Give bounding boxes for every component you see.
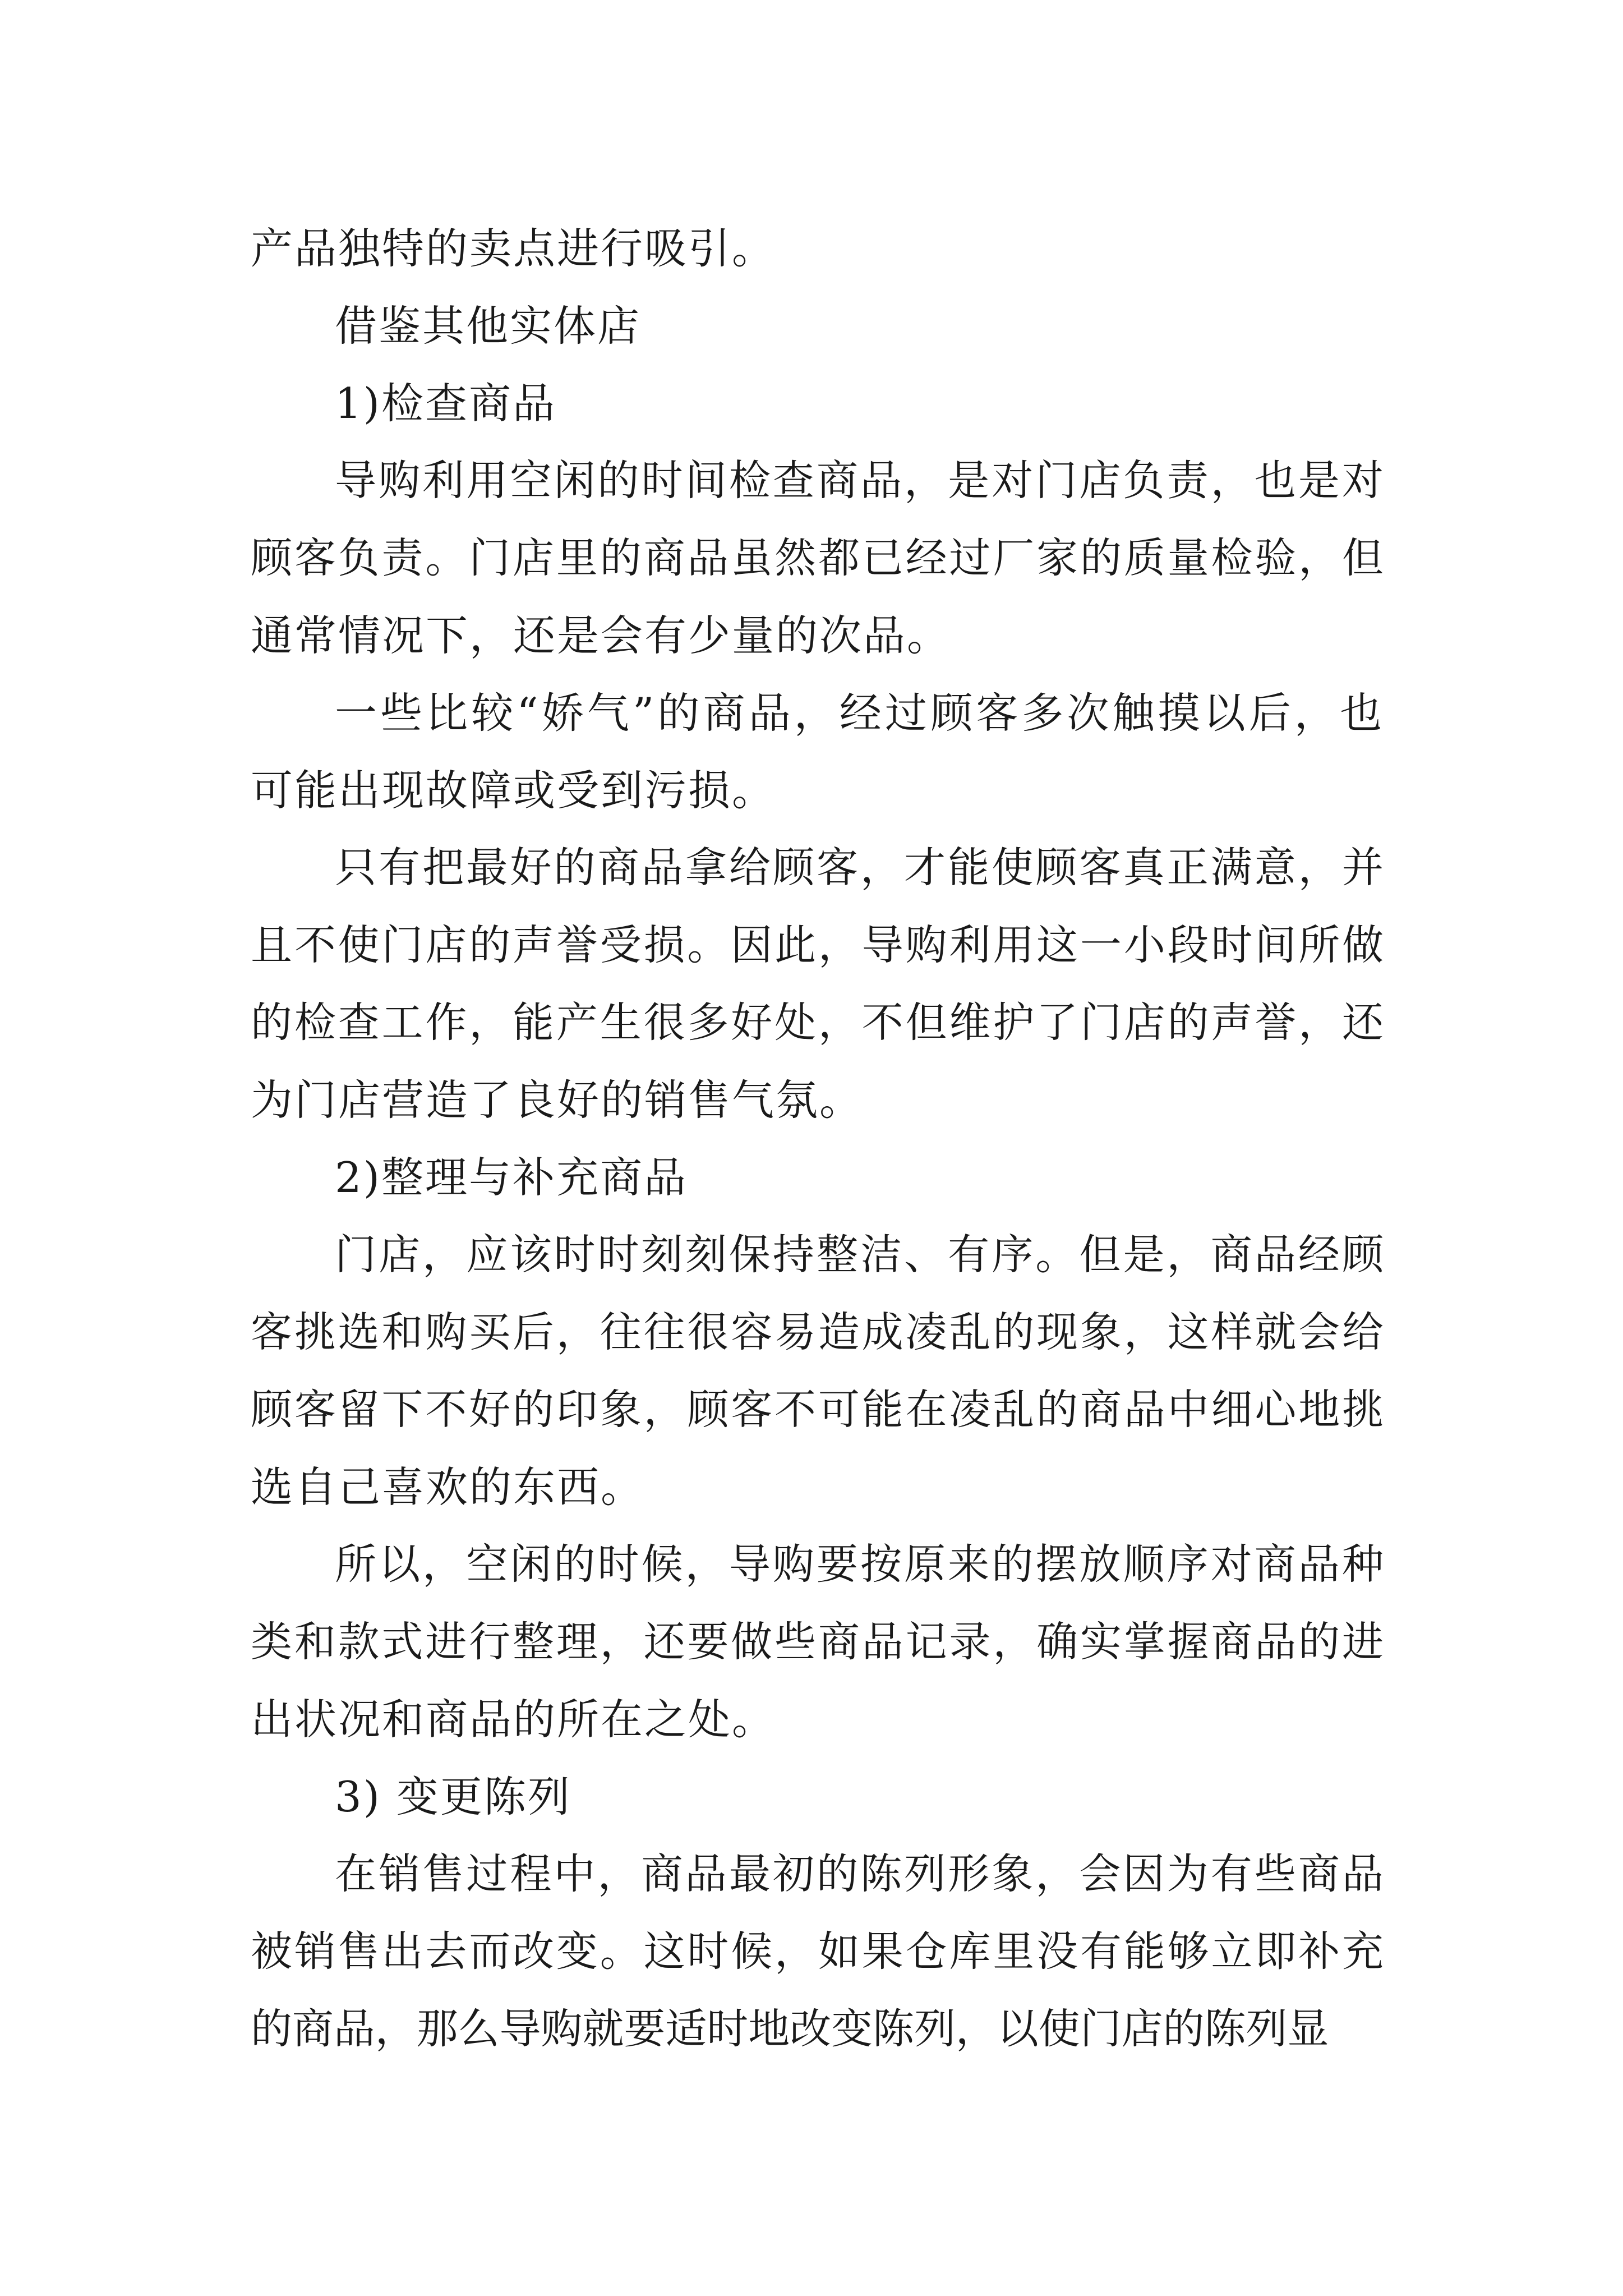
text-line: 通常情况下，还是会有少量的次品。 xyxy=(251,611,951,660)
text-line: 2)整理与补充商品 xyxy=(335,1153,688,1202)
paragraph xyxy=(251,287,1384,365)
paragraph xyxy=(251,674,1384,829)
text-line: 只有把最好的商品拿给顾客，才能使顾客真正满意，并 xyxy=(335,844,1384,892)
document-body xyxy=(251,210,1384,2068)
text-line: 1)检查商品 xyxy=(335,379,556,428)
text-line: 一些比较“娇气”的商品，经过顾客多次触摸以后，也 xyxy=(335,688,1384,738)
paragraph xyxy=(251,1835,1384,2068)
paragraph xyxy=(251,1216,1384,1526)
text-line: 门店，应该时时刻刻保持整洁、有序。但是，商品经顾 xyxy=(335,1231,1384,1279)
text-line: 可能出现故障或受到污损。 xyxy=(251,766,776,815)
text-line: 为门店营造了良好的销售气氛。 xyxy=(251,1075,864,1125)
text-line: 被销售出去而改变。这时候，如果仓库里没有能够立即补充 xyxy=(251,1927,1384,1976)
text-line: 在销售过程中，商品最初的陈列形象，会因为有些商品 xyxy=(335,1850,1384,1898)
paragraph xyxy=(251,829,1384,1139)
text-line: 导购利用空闲的时间检查商品，是对门店负责，也是对 xyxy=(335,457,1384,505)
text-line: 产品独特的卖点进行吸引。 xyxy=(251,224,776,273)
text-line: 3) 变更陈列 xyxy=(335,1772,571,1821)
paragraph xyxy=(251,1526,1384,1758)
paragraph xyxy=(251,210,1384,287)
text-line: 的检查工作，能产生很多好处，不但维护了门店的声誉，还 xyxy=(251,999,1384,1047)
paragraph xyxy=(251,442,1384,674)
text-line: 出状况和商品的所在之处。 xyxy=(251,1695,776,1744)
text-line: 客挑选和购买后，往往很容易造成凌乱的现象，这样就会给 xyxy=(251,1308,1384,1356)
text-line: 顾客留下不好的印象，顾客不可能在凌乱的商品中细心地挑 xyxy=(251,1386,1384,1434)
text-line: 所以，空闲的时候，导购要按原来的摆放顺序对商品种 xyxy=(335,1540,1384,1589)
text-line: 的商品，那么导购就要适时地改变陈列，以使门店的陈列显 xyxy=(251,2005,1329,2053)
text-line: 且不使门店的声誉受损。因此，导购利用这一小段时间所做 xyxy=(251,921,1384,969)
paragraph xyxy=(251,365,1384,442)
text-line: 借鉴其他实体店 xyxy=(335,301,642,351)
text-line: 顾客负责。门店里的商品虽然都已经过厂家的质量检验，但 xyxy=(251,534,1384,582)
text-line: 选自己喜欢的东西。 xyxy=(251,1462,645,1512)
paragraph xyxy=(251,1139,1384,1216)
paragraph xyxy=(251,1758,1384,1835)
text-line: 类和款式进行整理，还要做些商品记录，确实掌握商品的进 xyxy=(251,1618,1384,1666)
